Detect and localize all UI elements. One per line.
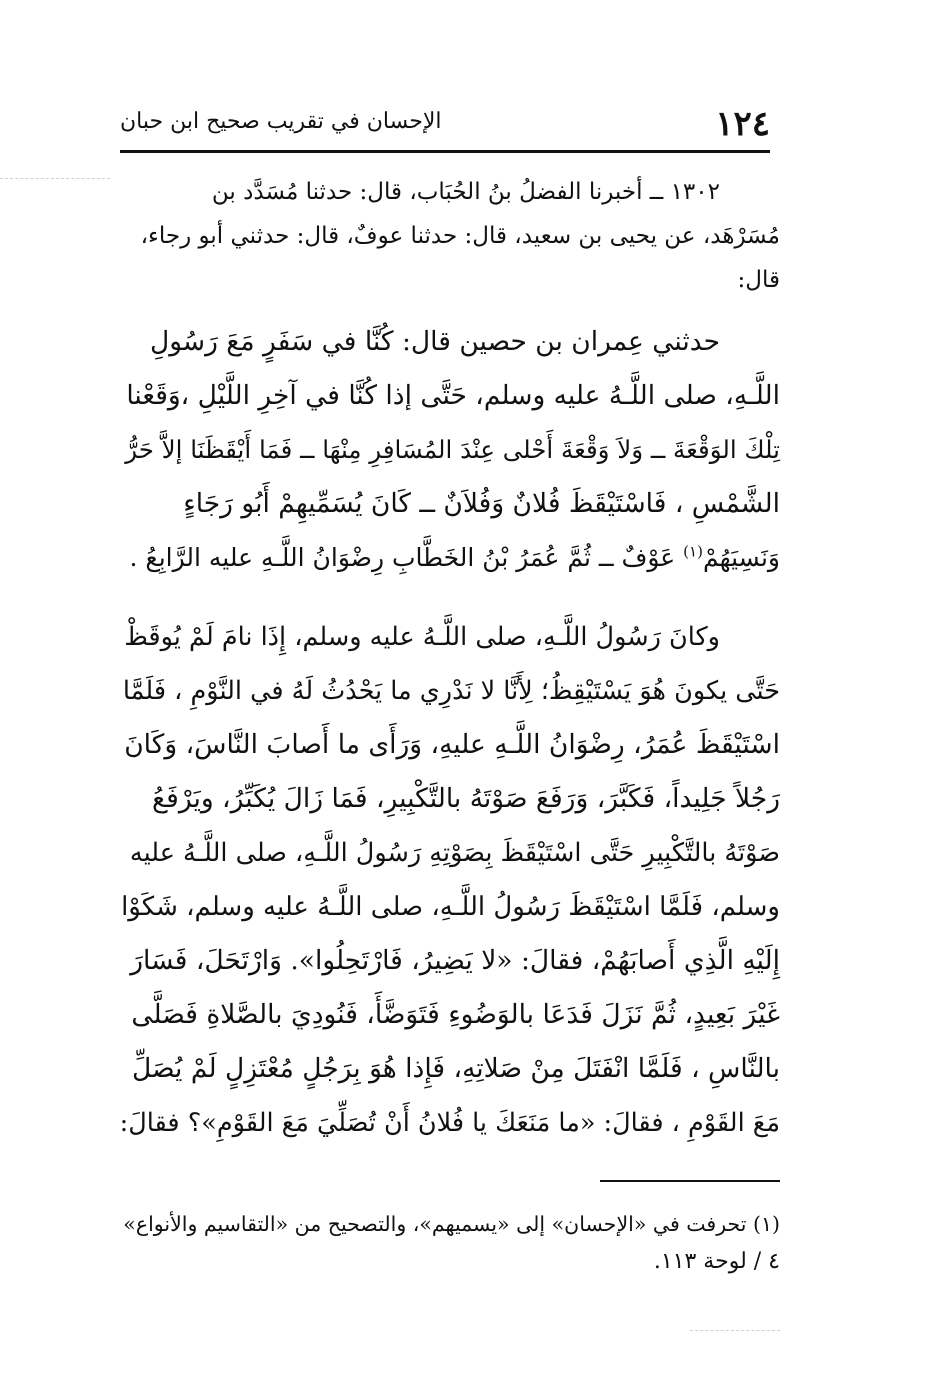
page-number: ١٢٤ — [715, 104, 770, 144]
text-line: إِلَيْهِ الَّذِي أَصابَهُمْ، فقالَ: «لا يَضِيرُ، فَارْتَحِلُوا». وَارْتَحَلَ، فَسَارَ — [130, 945, 780, 976]
text-line: صَوْتَهُ بالتَّكْبِيرِ حَتَّى اسْتَيْقَظَ بِصَوْتِهِ رَسُولُ اللَّـهِ، صلى اللَّـهُ عليه — [129, 838, 780, 868]
text-line — [120, 531, 780, 585]
text-line: وسلم، فَلَمَّا اسْتَيْقَظَ رَسُولُ اللَّـهِ، صلى اللَّـهُ عليه وسلم، شَكَوْا — [121, 892, 780, 922]
hadith-matn-paragraph-1 — [120, 315, 780, 585]
running-title: الإحسان في تقريب صحيح ابن حبان — [120, 109, 442, 134]
isnad-line: مُسَرْهَد، عن يحيى بن سعيد، قال: حدثنا عوفٌ، قال: حدثني أبو رجاء، — [140, 223, 780, 249]
footnote-line: (١) تحرفت في «الإحسان» إلى «يسميهم»، والتصحيح من «التقاسيم والأنواع» — [123, 1212, 780, 1236]
text-line: مَعَ القَوْمِ ، فقالَ: «ما مَنَعَكَ يا فُلانُ أَنْ تُصَلِّيَ مَعَ القَوْمِ»؟ فقالَ: — [119, 1108, 780, 1138]
text-line: اللَّـهِ، صلى اللَّـهُ عليه وسلم، حَتَّى إذا كُنَّا في آخِرِ اللَّيْلِ ،وَقَعْنا — [126, 380, 780, 411]
footnote-separator — [600, 1180, 780, 1182]
hadith-isnad — [120, 170, 780, 302]
hadith-matn-paragraph-2 — [120, 610, 780, 1150]
text-line: حدثني عِمران بن حصين قال: كُنَّا في سَفَرٍ مَعَ رَسُولِ — [149, 326, 720, 357]
text-line: حَتَّى يكونَ هُوَ يَسْتَيْقِظُ؛ لِأَنَّا لا نَدْرِي ما يَحْدُثُ لَهُ في النَّوْمِ ، فَلَمَّا — [122, 676, 780, 706]
isnad-line: قال: — [737, 267, 780, 293]
text-line: رَجُلاً جَلِيداً، فَكَبَّرَ، وَرَفَعَ صَوْتَهُ بالتَّكْبِيرِ، فَمَا زَالَ يُكَبِّرُ، ويَرْفَعُ — [152, 783, 780, 814]
footnote-reference: (١) — [683, 542, 703, 561]
text-line: غَيْرَ بَعِيدٍ، ثُمَّ نَزَلَ فَدَعَا بالوَضُوءِ فَتَوَضَّأَ، فَنُودِيَ بالصَّلاةِ فَصَلَّى — [131, 999, 780, 1030]
scan-artifact — [0, 178, 110, 179]
text-line: وكانَ رَسُولُ اللَّـهِ، صلى اللَّـهُ عليه وسلم، إِذَا نامَ لَمْ يُوقَظْ — [124, 622, 720, 652]
footnote-line: ٤ / لوحة ١١٣. — [653, 1249, 780, 1274]
page-header — [120, 100, 770, 150]
footnote — [120, 1205, 780, 1281]
header-rule — [120, 150, 770, 153]
text-line: الشَّمْسِ ، فَاسْتَيْقَظَ فُلانٌ وَفُلاَنٌ ــ كَانَ يُسَمِّيهِمْ أَبُو رَجَاءٍ — [183, 488, 780, 519]
isnad-line: ١٣٠٢ ــ أخبرنا الفضلُ بنُ الحُبَاب، قال: حدثنا مُسَدَّد بن — [211, 179, 720, 205]
text-line: اسْتَيْقَظَ عُمَرُ، رِضْوَانُ اللَّـهِ عليهِ، وَرَأَى ما أَصابَ النَّاسَ، وَكَانَ — [124, 729, 780, 760]
text-segment: وَنَسِيَهُمْ — [702, 543, 780, 572]
text-segment: عَوْفٌ ــ ثُمَّ عُمَرُ بْنُ الخَطَّابِ رِضْوَانُ اللَّـهِ عليه الرَّابِعُ . — [129, 543, 676, 572]
text-line: بالنَّاسِ ، فَلَمَّا انْفَتَلَ مِنْ صَلاتِهِ، فَإِذا هُوَ بِرَجُلٍ مُعْتَزِلٍ لَمْ يُصَلِّ — [131, 1053, 780, 1084]
scan-artifact — [690, 1330, 780, 1331]
text-line: تِلْكَ الوَقْعَةَ ــ وَلاَ وَقْعَةَ أَحْلى عِنْدَ المُسَافِرِ مِنْهَا ــ فَمَا أَيْقَظَنَا إلاَّ حَرُّ — [125, 435, 780, 464]
